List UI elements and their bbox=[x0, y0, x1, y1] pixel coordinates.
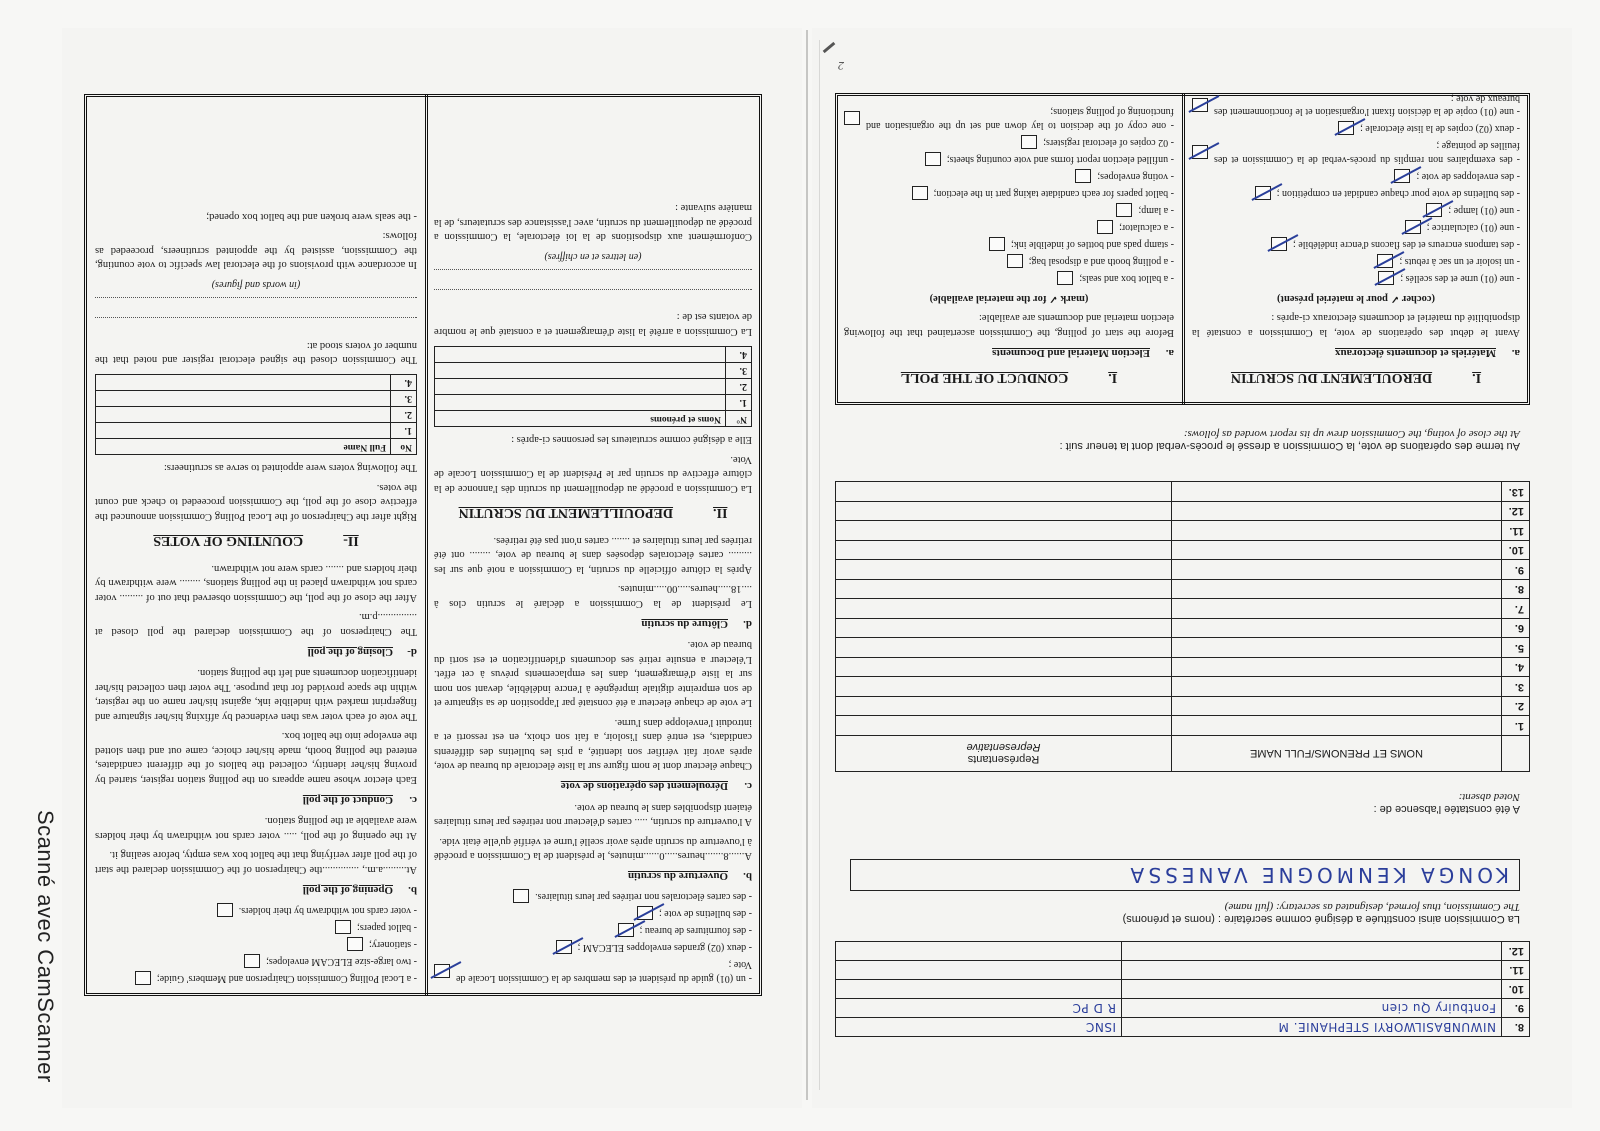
checkbox[interactable] bbox=[925, 152, 941, 166]
table-row: 8. NIWUNBASILWORYI STEPHANIE. M ISNC bbox=[836, 1018, 1530, 1037]
table-row: 8. bbox=[836, 580, 1530, 600]
checkbox[interactable] bbox=[912, 186, 928, 200]
material-item[interactable]: - ballot papers for each candidate taking part in the election; bbox=[844, 186, 1174, 200]
commission-members-table-cont bbox=[835, 941, 1530, 1037]
checkbox[interactable] bbox=[217, 903, 233, 917]
table-row: 3. bbox=[96, 391, 417, 407]
material-item[interactable]: - 02 copies of electoral registers; bbox=[844, 135, 1174, 149]
checkbox[interactable] bbox=[1377, 254, 1393, 268]
table-row: 9. bbox=[836, 560, 1530, 580]
fr-left-column: - un (01) guide du président et des membres de la Commission Locale de Vote ; - deux (02) grandes enveloppes ELECAM ; - des fournitures de bureau ; - des bulletins de vote ; - des cartes électorales non retirées par leurs titulaires. b.Ouverture du scrutin A......8.......heures.....0......minutes, le président de la Commission a procédé à l'ouverture du scrutin après avoir scellé l'urne et vérifié qu'elle était vide. A l'ouverture du scrutin, ..... cartes d'électeur non retirées par leurs titulaires étaient disponibles dans le bureau de vote. c.Déroulement des opérations de vote Chaque électeur dont le nom figure sur la liste électorale du bureau de vote, après avoir fait vérifier son identité, a pris les bulletins des différents candidats, est entré dans l'isoloir, a fait son choix, en est ressorti et a introduit l'enveloppe dans l'urne. Le vote de chaque électeur a été constaté par l'apposition de sa signature et de son empreinte digitale imprégnée à l'encre indélébile, devant son nom sur la liste d'émargement, dans les emplacements prévus à cet effet. L'électeur a ensuite retiré ses documents d'identification et est sorti du bureau de vote. d.Clôture du scrutin Le président de la Commission a déclaré le scrutin clos à ....18.....heures.....00.....minutes. Après la clôture officielle du scrutin, la Commission a noté que sur les ......... cartes électorales déposées dans le bureau de vote, ........ ont été retirées par leurs titulaires et ....... cartes n'ont pas été retirées. II.DEPOUILLEMENT DU SCRUTIN La Commission a procédé au dépouillement du scrutin dès l'annonce de la clôture effective du scrutin par le Président de la Commission Locale de Vote. Elle a désigné comme scrutateurs les personnes ci-après : N° Noms et prénoms 1. 2. 3. 4. La Commission a arrêté la liste d'émargement et a constaté que le nombre de votants est de : (en lettres et en chiffres) Conformément aux dispositions de la loi électorale, la Commission a procédé au dépouillement du scrutin, avec l'assistance des scrutateurs, de la manière suivante : bbox=[434, 195, 752, 988]
checkbox[interactable] bbox=[335, 920, 351, 934]
member-name: NIWUNBASILWORYI STEPHANIE. M bbox=[1122, 1018, 1502, 1037]
material-item[interactable]: - des bulletins de vote ; bbox=[434, 906, 752, 920]
checkbox[interactable] bbox=[1075, 169, 1091, 183]
checkbox[interactable] bbox=[1378, 271, 1394, 285]
en-left-column: - a Local Polling Commission Chairperson and Members' Guide; - two large-size ELECAM envelopes; - stationery; - ballot papers; - voter cards not withdrawn by their holders. b.Opening of the poll At.........a.m., ..............the Chairperson of the Commission declared the start of the poll after verifying that the ballot box was empty, before sealing it. At the opening of the poll, ..... voter cards not withdrawn by their holders were available at the polling station. c.Conduct of the poll Each elector whose name appears on the polling station register, started by proving his/her identity, collected the ballots of the different candidates, entered the polling booth, made his/her choice, came out and then slotted the envelope into the ballot box. The vote of each voter was then evidenced by affixing his/her signature and fingerprint marked with indelible ink, against his/her name on the register, within the space provided for that purpose. The voter then collected his/her identification documents and left the polling station. d-Closing of the poll The Chairperson of the Commission declared the poll closed at ...............p.m. After the close of the poll, the Commission observed that out of ......... voter cards not withdrawn placed in the polling stations, ........ were withdrawn by their holders and ....... cards were not withdrawn. II-COUNTING OF VOTES Right after the Chairperson of the Local Polling Commission announced the effective close of the poll, the Commission proceeded to check and count the votes. The following voters were appointed to serve as scrutineers: No Full Name 1. 2. 3. 4. The Commission closed the signed electoral register and noted that the number of voters stood at: (in words and figures) In accordance with provisions of the electoral law specific to vote counting, the Commission, assisted by the appointed scrutineers, proceeded as follows: - the seals were broken and the ballot box opened; bbox=[95, 203, 417, 988]
conduct-text-1-fr: Chaque électeur dont le nom figure sur la liste électorale du bureau de vote, après avoir fait vérifier son identité, a pris les bulletins des différents candidats, est entré dans l'isoloir, a fait son choix, en est ressorti et a introduit l'enveloppe dans l'urne. bbox=[434, 716, 752, 772]
subsection-c-fr: c.Déroulement des opérations de vote bbox=[560, 780, 752, 793]
checkbox[interactable] bbox=[1007, 254, 1023, 268]
table-row: 2. bbox=[96, 407, 417, 423]
checkbox[interactable] bbox=[244, 954, 260, 968]
table-row: 4. bbox=[96, 375, 417, 391]
checkbox[interactable] bbox=[1116, 203, 1132, 217]
material-item[interactable]: - a ballot box and seals; bbox=[844, 271, 1174, 285]
representatives-table bbox=[835, 482, 1530, 773]
voters-count-line bbox=[434, 269, 752, 283]
table-row: 12. bbox=[836, 942, 1530, 961]
scrutineers-table-en: No Full Name 1. 2. 3. 4. bbox=[95, 374, 417, 455]
section-title-fr: I.DEROULEMENT DU SCRUTIN bbox=[1230, 370, 1482, 385]
checkbox[interactable] bbox=[1426, 203, 1442, 217]
page-number: 2 bbox=[838, 59, 844, 73]
right-page-content bbox=[835, 92, 1530, 1037]
material-item[interactable]: - une (01) calculatrice ; bbox=[1192, 220, 1520, 234]
secretary-label-fr: La Commission ainsi constituée a désigné comme secrétaire : (noms et prénoms) bbox=[1122, 913, 1520, 925]
table-row: 5. bbox=[836, 638, 1530, 658]
checkbox[interactable] bbox=[513, 889, 529, 903]
checkbox[interactable] bbox=[1192, 98, 1208, 112]
table-row: 2. bbox=[435, 378, 752, 394]
column-divider bbox=[425, 94, 428, 996]
material-item[interactable]: - des fournitures de bureau ; bbox=[434, 923, 752, 937]
table-row: 2. bbox=[836, 697, 1530, 717]
secretary-section bbox=[840, 859, 1520, 925]
subsection-d-en: d-Closing of the poll bbox=[307, 645, 417, 658]
closing-text-2-fr: Après la clôture officielle du scrutin, la Commission a noté que sur les ......... cartes électorales déposées dans le bureau de vote, ........ ont été retirées par leurs titulaires et ....... cartes n'ont pas été retirées. bbox=[434, 534, 752, 575]
material-item[interactable]: - des exemplaires non remplis du procès-verbal de la Commission et des feuilles de pointage ; bbox=[1192, 138, 1520, 166]
header-full-name: NOMS ET PRENOMS/FULL NAME bbox=[1172, 736, 1502, 772]
material-item[interactable]: - a lamp; bbox=[844, 203, 1174, 217]
subsection-b-fr: b.Ouverture du scrutin bbox=[627, 870, 752, 883]
material-item[interactable]: - one copy of the decision to lay down and set up the organisation and functioning of polling stations; bbox=[844, 104, 1174, 132]
table-row: 10. bbox=[836, 980, 1530, 999]
material-item[interactable]: - des bulletins de vote pour chaque candidat en compétition ; bbox=[1192, 186, 1520, 200]
table-row: 10. bbox=[836, 541, 1530, 561]
closing-text-2-en: After the close of the poll, the Commission observed that out of ......... voter cards not withdrawn placed in the polling stations, ........ were withdrawn by their holders and ....... cards were not withdrawn. bbox=[95, 562, 417, 603]
material-item[interactable]: - une (01) copie de la décision fixant l'organisation et le fonctionnement des bureaux de vote ; bbox=[1192, 91, 1520, 119]
section2-title-fr: II.DEPOUILLEMENT DU SCRUTIN bbox=[458, 505, 728, 521]
closing-text-1-en: The Chairperson of the Commission declared the poll closed at ...............p.m. bbox=[95, 611, 417, 637]
camscanner-watermark: Scanné avec CamScanner bbox=[33, 810, 58, 1083]
checkbox[interactable] bbox=[1394, 169, 1410, 183]
material-item[interactable]: - voting envelopes; bbox=[844, 169, 1174, 183]
count-text-2-fr: Elle a désigné comme scrutateurs les personnes ci-après : bbox=[511, 434, 752, 446]
material-item[interactable]: - two large-size ELECAM envelopes; bbox=[95, 954, 417, 968]
section-title-en: I.CONDUCT OF THE POLL bbox=[900, 370, 1118, 385]
material-item[interactable]: - deux (02) grandes enveloppes ELECAM ; bbox=[434, 940, 752, 954]
count-text-1-fr: La Commission a procédé au dépouillement du scrutin dès l'annonce de la clôture effective du scrutin par le Président de la Commission Locale de Vote. bbox=[434, 453, 752, 494]
checkbox[interactable] bbox=[347, 937, 363, 951]
material-item[interactable]: - un (01) guide du président et des membres de la Commission Locale de Vote ; bbox=[434, 957, 752, 985]
register-text-en: The Commission closed the signed electoral register and noted that the number of voters stood at: bbox=[95, 339, 417, 365]
intro-fr: Avant le début des opérations de vote, la Commission a constaté la disponibilité du matériel et documents électoraux ci-après : bbox=[1192, 312, 1520, 338]
seals-line-en: - the seals were broken and the ballot box opened; bbox=[206, 210, 417, 222]
table-row: 11. bbox=[836, 521, 1530, 541]
material-item[interactable]: - une (01) urne et des scellés ; bbox=[1192, 271, 1520, 285]
table-row: 4. bbox=[435, 346, 752, 362]
page-edge bbox=[819, 40, 820, 1090]
table-row: 1. bbox=[435, 394, 752, 410]
table-header-row bbox=[836, 736, 1530, 772]
count-text-2-en: The following voters were appointed to serve as scrutineers: bbox=[163, 462, 417, 474]
checkbox[interactable] bbox=[637, 906, 653, 920]
checkbox[interactable] bbox=[1338, 121, 1354, 135]
opening-text-en: At.........a.m., ..............the Chairperson of the Commission declared the start of the poll after verifying that the ballot box was empty, before sealing it. bbox=[95, 849, 417, 875]
material-item[interactable]: - unfilled election report forms and vote counting sheets; bbox=[844, 152, 1174, 166]
checkbox[interactable] bbox=[618, 923, 634, 937]
secretary-name-field bbox=[850, 859, 1520, 891]
opening-cards-en: At the opening of the poll, ..... voter cards not withdrawn by their holders were available at the polling station. bbox=[95, 815, 417, 841]
material-item[interactable]: - des cartes électorales non retirées par leurs titulaires. bbox=[434, 889, 752, 903]
material-item[interactable]: - stamp pads and bottles of indelible ink; bbox=[844, 237, 1174, 251]
table-row: 4. bbox=[836, 658, 1530, 678]
table-row: 13. bbox=[836, 482, 1530, 502]
conduct-text-2-fr: Le vote de chaque électeur a été constaté par l'apposition de sa signature et de son empreinte digitale imprégnée à l'encre indélébile, devant son nom sur la liste d'émargement, dans les emplacements prévus à cet effet. L'électeur a ensuite retiré ses documents d'identification et est sorti du bureau de vote. bbox=[434, 639, 752, 709]
checkbox[interactable] bbox=[1271, 237, 1287, 251]
subsection-a-en: a.Election Material and Documents bbox=[992, 346, 1174, 359]
checkbox[interactable] bbox=[1021, 135, 1037, 149]
conduct-text-1-en: Each elector whose name appears on the polling station register, started by proving his/her identity, collected the ballots of the different candidates, entered the polling booth, made his/her choice, came out and then slotted the envelope into the ballot box. bbox=[95, 730, 417, 785]
secretary-label-en: The Commission, thus formed, designated as secretary: (full name) bbox=[1224, 901, 1520, 913]
checkbox[interactable] bbox=[989, 237, 1005, 251]
fr-conduct-column bbox=[1192, 88, 1520, 397]
voters-count-line bbox=[95, 297, 417, 311]
opening-cards-fr: A l'ouverture du scrutin, ..... cartes d'électeur non retirées par leurs titulaires étaient disponibles dans le bureau de vote. bbox=[434, 801, 752, 828]
checkbox[interactable] bbox=[135, 971, 151, 985]
subsection-a-fr: a.Matériels et documents électoraux bbox=[1335, 346, 1520, 359]
register-text-fr: La Commission a arrêté la liste d'émargement et a constaté que le nombre de votants est de : bbox=[434, 311, 752, 337]
table-row: 7. bbox=[836, 599, 1530, 619]
opening-text-fr: A......8.......heures.....0......minutes, le président de la Commission a procédé à l'ouverture du scrutin après avoir scellé l'urne et vérifié qu'elle était vide. bbox=[434, 835, 752, 862]
checkbox[interactable] bbox=[556, 940, 572, 954]
material-item[interactable]: - deux (02) copies de la liste électorale ; bbox=[1192, 121, 1520, 135]
material-item[interactable]: - stationery; bbox=[95, 937, 417, 951]
table-row: 11. bbox=[836, 961, 1530, 980]
closing-text-1-fr: Le président de la Commission a déclaré le scrutin clos à ....18.....heures.....00.....minutes. bbox=[434, 583, 752, 609]
subsection-c-en: c.Conduct of the poll bbox=[302, 793, 417, 806]
en-conduct-column bbox=[844, 101, 1174, 397]
member-name: Fontbuiry Qu cien bbox=[1122, 999, 1502, 1018]
table-row: 1. bbox=[836, 716, 1530, 736]
member-party: R D PC bbox=[836, 999, 1122, 1018]
report-statement bbox=[840, 428, 1520, 452]
intro-en: Before the start of polling, the Commission ascertained that the following election material and documents are available: bbox=[844, 312, 1174, 338]
table-row: 9. Fontbuiry Qu cien R D PC bbox=[836, 999, 1530, 1018]
material-item[interactable]: - une (01) lampe ; bbox=[1192, 203, 1520, 217]
member-party: ISNC bbox=[836, 1018, 1122, 1037]
voters-count-line bbox=[95, 317, 417, 331]
table-row: 3. bbox=[836, 677, 1530, 697]
material-item[interactable]: - des tampons encreurs et des flacons d'encre indélébile ; bbox=[1192, 237, 1520, 251]
material-item[interactable]: - a Local Polling Commission Chairperson and Members' Guide; bbox=[95, 971, 417, 985]
checkbox[interactable] bbox=[1192, 145, 1208, 159]
page-fold bbox=[806, 30, 808, 1100]
material-item[interactable]: - a polling booth and a disposal bag; bbox=[844, 254, 1174, 268]
scrutineers-table-fr: N° Noms et prénoms 1. 2. 3. 4. bbox=[434, 346, 752, 427]
instruction-fr: (cocher ✓ pour le matériel présent) bbox=[1277, 292, 1435, 304]
report-statement-fr: Au terme des opérations de vote, la Commission a dressé le procès-verbal dont la teneur suit : bbox=[1059, 440, 1520, 452]
absence-section bbox=[840, 791, 1520, 815]
table-row: 3. bbox=[435, 362, 752, 378]
count-text-1-en: Right after the Chairperson of the Local Polling Commission announced the effective close of the poll, the Commission proceeded to check and count the votes. bbox=[95, 481, 417, 522]
checkbox[interactable] bbox=[1057, 271, 1073, 285]
table-row: 1. bbox=[96, 423, 417, 439]
report-statement-en: At the close of voting, the Commission drew up its report worded as follows: bbox=[1183, 428, 1520, 440]
checkbox[interactable] bbox=[1097, 220, 1113, 234]
table-row: 6. bbox=[836, 619, 1530, 639]
left-page-content bbox=[84, 94, 762, 996]
secretary-name: KONGA KENMOGNE VANESSA bbox=[1126, 863, 1509, 887]
absence-label-en: Noted absent: bbox=[1458, 791, 1520, 803]
column-divider bbox=[1182, 93, 1185, 405]
checkbox[interactable] bbox=[1255, 186, 1271, 200]
instruction-en: (mark ✓ for the material available) bbox=[929, 292, 1089, 304]
material-item[interactable]: - a calculator; bbox=[844, 220, 1174, 234]
section2-title-en: II-COUNTING OF VOTES bbox=[153, 533, 359, 549]
material-item[interactable]: - ballot papers; bbox=[95, 920, 417, 934]
checkbox[interactable] bbox=[844, 111, 860, 125]
checkbox[interactable] bbox=[434, 964, 450, 978]
assist-text-en: In accordance with provisions of the electoral law specific to vote counting, the Commission, assisted by the appointed scrutineers, proceeded as follows: bbox=[95, 230, 417, 271]
material-item[interactable]: - voter cards not withdrawn by their holders. bbox=[95, 903, 417, 917]
assist-text-fr: Conformément aux dispositions de la loi électorale, la Commission a procédé au dépouillement du scrutin, avec l'assistance des scrutateurs, de la manière suivante : bbox=[434, 202, 752, 243]
subsection-b-en: b.Opening of the poll bbox=[302, 884, 417, 896]
voters-count-line bbox=[434, 289, 752, 303]
material-item[interactable]: - des enveloppes de vote ; bbox=[1192, 169, 1520, 183]
table-row: 12. bbox=[836, 502, 1530, 522]
checkbox[interactable] bbox=[1405, 220, 1421, 234]
conduct-text-2-en: The vote of each voter was then evidenced by affixing his/her signature and fingerprint marked with indelible ink, against his/her name on the register, within the space provided for that purpose. The voter then collected his/her identification documents and left the polling station. bbox=[95, 667, 417, 722]
absence-label-fr: A été constatée l'absence de : bbox=[1373, 803, 1520, 815]
material-item[interactable]: - un isoloir et un sac à rebuts ; bbox=[1192, 254, 1520, 268]
header-representative: Représentants Representative bbox=[836, 736, 1172, 772]
subsection-d-fr: d.Clôture du scrutin bbox=[641, 617, 752, 630]
